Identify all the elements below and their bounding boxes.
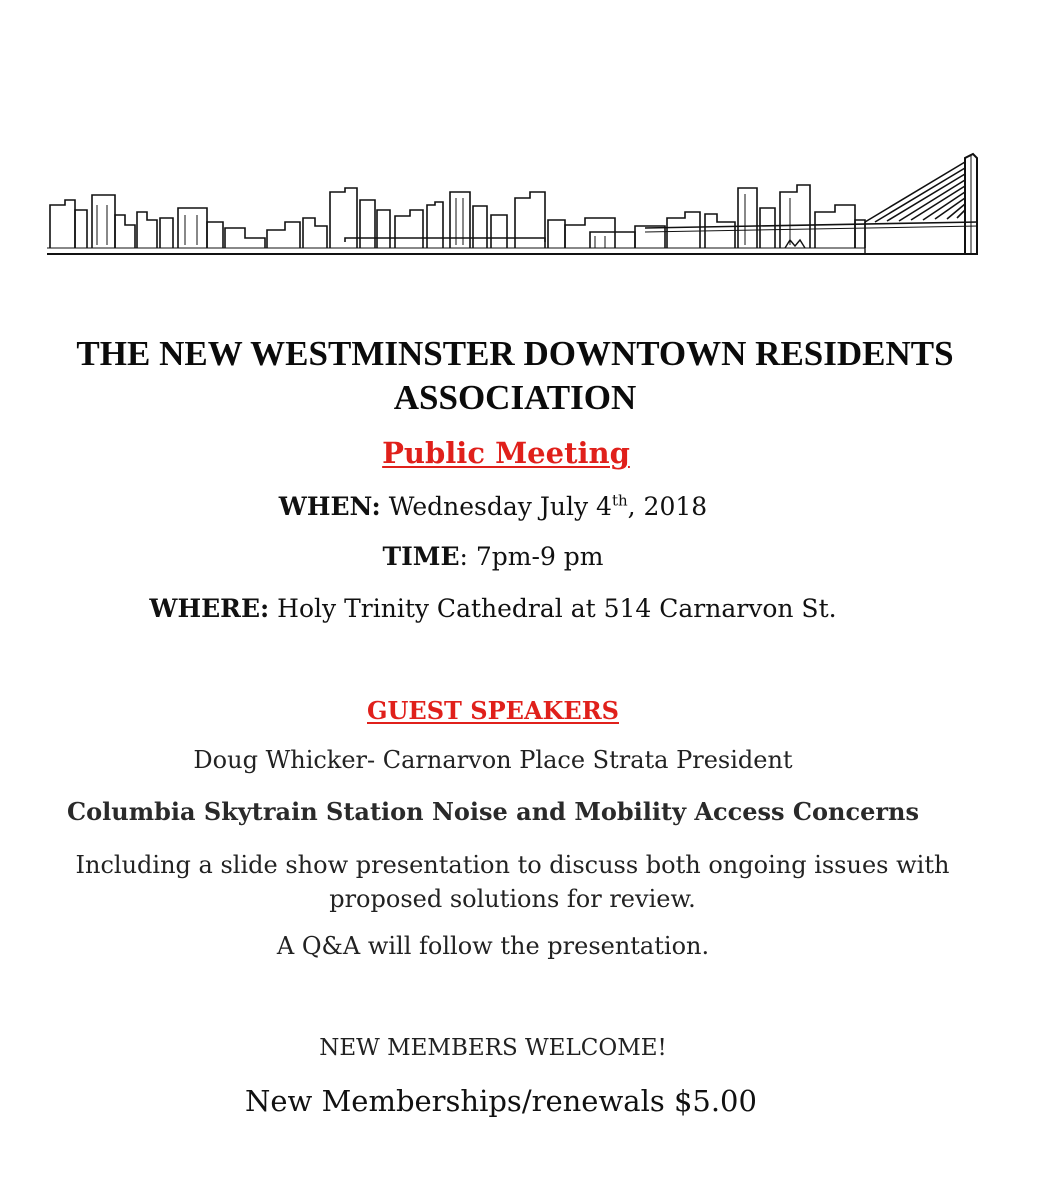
organization-title xyxy=(60,332,970,420)
membership-fee: New Memberships/renewals $5.00 xyxy=(245,1084,757,1118)
speaker-name: Doug Whicker- Carnarvon Place Strata President xyxy=(193,746,793,774)
where-value: Holy Trinity Cathedral at 514 Carnarvon St. xyxy=(269,594,837,623)
organization-title-line1: THE NEW WESTMINSTER DOWNTOWN RESIDENTS xyxy=(76,334,954,373)
qa-note: A Q&A will follow the presentation. xyxy=(276,932,710,960)
when-year: , 2018 xyxy=(627,492,708,521)
organization-title-line2: ASSOCIATION xyxy=(393,378,637,417)
presentation-topic: Columbia Skytrain Station Noise and Mobility Access Concerns xyxy=(67,797,919,826)
time-value: : 7pm-9 pm xyxy=(459,542,604,571)
when-value: Wednesday July 4 xyxy=(380,492,612,521)
time-line xyxy=(0,542,1014,571)
when-label: WHEN: xyxy=(278,492,381,521)
time-label: TIME xyxy=(382,542,460,571)
public-meeting-heading: Public Meeting xyxy=(382,436,630,470)
guest-speakers-heading: GUEST SPEAKERS xyxy=(367,696,619,725)
where-label: WHERE: xyxy=(149,594,270,623)
when-ordinal-suffix: th xyxy=(611,491,628,510)
when-line xyxy=(0,492,1014,521)
new-members-welcome: NEW MEMBERS WELCOME! xyxy=(319,1035,667,1061)
skyline-illustration xyxy=(45,150,980,260)
presentation-description: Including a slide show presentation to discuss both ongoing issues with proposed solutions for review. xyxy=(75,851,950,913)
where-line xyxy=(0,594,1014,623)
